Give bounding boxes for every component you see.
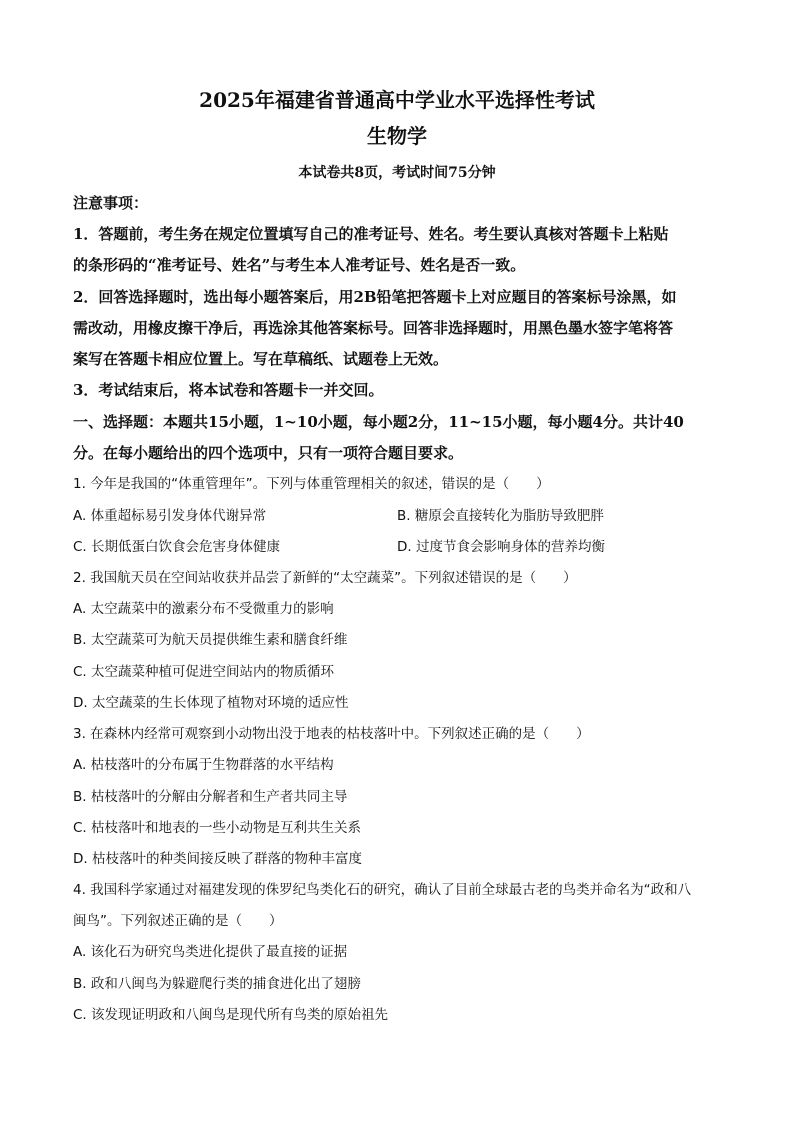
exam-title: 2025年福建省普通高中学业水平选择性考试: [199, 88, 595, 112]
question-3-option-c: C. 枯枝落叶和地表的一些小动物是互利共生关系: [73, 820, 362, 836]
question-3-option-b: B. 枯枝落叶的分解由分解者和生产者共同主导: [73, 789, 348, 805]
question-1-option-b: B. 糖原会直接转化为脂肪导致肥胖: [397, 508, 604, 524]
section-1-line-2: 分。在每小题给出的四个选项中，只有一项符合题目要求。: [73, 444, 464, 462]
question-1-option-a: A. 体重超标易引发身体代谢异常: [73, 508, 267, 524]
section-1-line-1: 一、选择题：本题共15小题，1~10小题，每小题2分，11~15小题，每小题4分。共计40: [73, 413, 684, 431]
notes-heading: 注意事项：: [73, 194, 149, 212]
question-4-option-c: C. 该发现证明政和八闽鸟是现代所有鸟类的原始祖先: [73, 1007, 389, 1023]
question-2-option-d: D. 太空蔬菜的生长体现了植物对环境的适应性: [73, 695, 349, 711]
note-1-line-2: 的条形码的“准考证号、姓名”与考生本人准考证号、姓名是否一致。: [73, 256, 526, 274]
note-2-line-1: 2．回答选择题时，选出每小题答案后，用2B铅笔把答题卡上对应题目的答案标号涂黑，如: [73, 288, 677, 306]
question-3-stem: 3. 在森林内经常可观察到小动物出没于地表的枯枝落叶中。下列叙述正确的是（ ）: [73, 726, 590, 742]
question-2-stem: 2. 我国航天员在空间站收获并品尝了新鲜的“太空蔬菜”。下列叙述错误的是（ ）: [73, 570, 577, 586]
question-1-stem: 1. 今年是我国的“体重管理年”。下列与体重管理相关的叙述，错误的是（ ）: [73, 476, 550, 492]
question-2-option-a: A. 太空蔬菜中的激素分布不受微重力的影响: [73, 601, 334, 617]
question-4-stem-line-1: 4. 我国科学家通过对福建发现的侏罗纪鸟类化石的研究，确认了目前全球最古老的鸟类并命名为“政和八: [73, 882, 692, 898]
question-2-option-c: C. 太空蔬菜种植可促进空间站内的物质循环: [73, 664, 335, 680]
question-4-option-a: A. 该化石为研究鸟类进化提供了最直接的证据: [73, 944, 348, 960]
note-1-line-1: 1．答题前，考生务在规定位置填写自己的准考证号、姓名。考生要认真核对答题卡上粘贴: [73, 225, 669, 243]
exam-info: 本试卷共8页，考试时间75分钟: [298, 165, 496, 181]
question-4-stem-line-2: 闽鸟”。下列叙述正确的是（ ）: [73, 913, 283, 929]
note-3: 3．考试结束后，将本试卷和答题卡一并交回。: [73, 381, 384, 399]
note-2-line-3: 案写在答题卡相应位置上。写在草稿纸、试题卷上无效。: [73, 350, 449, 368]
subject-title: 生物学: [367, 124, 427, 148]
question-3-option-a: A. 枯枝落叶的分布属于生物群落的水平结构: [73, 757, 334, 773]
note-2-line-2: 需改动，用橡皮擦干净后，再选涂其他答案标号。回答非选择题时，用黑色墨水签字笔将答: [73, 319, 674, 337]
question-1-option-d: D. 过度节食会影响身体的营养均衡: [397, 539, 605, 555]
question-4-option-b: B. 政和八闽鸟为躲避爬行类的捕食进化出了翅膀: [73, 976, 361, 992]
question-2-option-b: B. 太空蔬菜可为航天员提供维生素和膳食纤维: [73, 632, 348, 648]
question-1-option-c: C. 长期低蛋白饮食会危害身体健康: [73, 539, 281, 555]
question-3-option-d: D. 枯枝落叶的种类间接反映了群落的物种丰富度: [73, 851, 362, 867]
